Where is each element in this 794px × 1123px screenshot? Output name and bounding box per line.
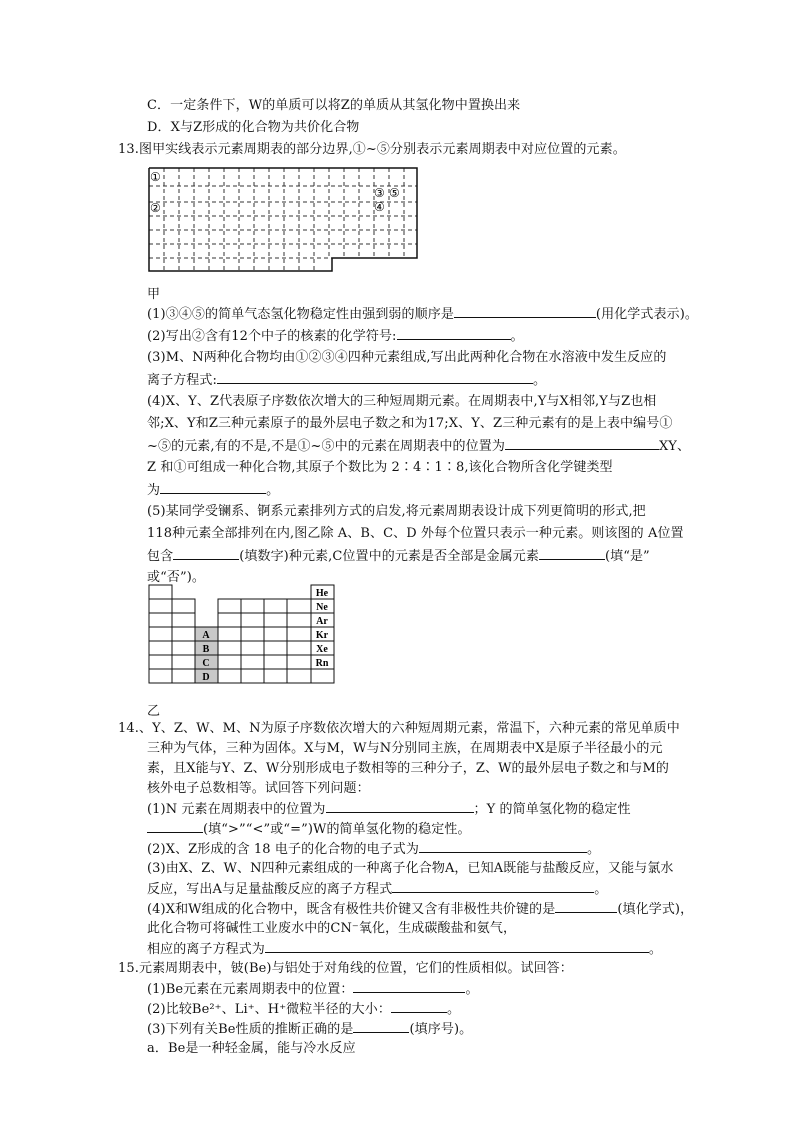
q12-option-c: C．一定条件下，W的单质可以将Z的单质从其氢化物中置换出来: [147, 98, 521, 113]
answer-blank[interactable]: [353, 1020, 409, 1033]
q13-part4-line4: Z 和①可组成一种化合物,其原子个数比为 2∶4∶1∶8,该化合物所含化学键类型: [147, 460, 613, 475]
q13-part4-line5: 为 。: [147, 483, 280, 498]
cell-b: B: [202, 644, 210, 655]
answer-blank[interactable]: [505, 437, 659, 450]
cell-xe: Xe: [316, 644, 328, 655]
q13-part5-line3: 包含 (填数字)种元素,C位置中的元素是否全部是金属元素 (填“是”: [147, 549, 650, 564]
q15-part2: (2)比较Be²⁺、Li⁺、H⁺微粒半径的大小： 。: [147, 1002, 461, 1017]
answer-blank[interactable]: [147, 820, 203, 833]
answer-blank[interactable]: [454, 305, 596, 318]
answer-blank[interactable]: [539, 547, 605, 560]
answer-blank[interactable]: [160, 481, 266, 494]
figure-b-caption: 乙: [147, 704, 161, 719]
table-a-dashed-grid: [149, 168, 417, 271]
q15-part1: (1)Be元素在元素周期表中的位置： 。: [147, 982, 479, 997]
q14-part4-line3: 相应的离子方程式为 。: [147, 942, 663, 957]
q13-stem: 13.图甲实线表示元素周期表的部分边界,①~⑤分别表示元素周期表中对应位置的元素。: [118, 142, 626, 157]
table-a-solid-border: [149, 168, 417, 271]
periodic-table-figure-a: [147, 166, 419, 274]
table-b-grid: [149, 585, 334, 683]
marker-2: ②: [150, 201, 161, 215]
q13-part2: (2)写出②含有12个中子的核素的化学符号: 。: [147, 329, 524, 344]
q14-part3-line1: (3)由X、Z、W、N四种元素组成的一种离子化合物A，已知A既能与盐酸反应，又能与氯水: [147, 861, 674, 876]
q14-line4: 核外电子总数相等。试回答下列问题：: [147, 781, 370, 796]
answer-blank[interactable]: [391, 1000, 447, 1013]
q13-part3-line2: 离子方程式: 。: [147, 373, 547, 388]
q13-part4-line2: 邻;X、Y和Z三种元素原子的最外层电子数之和为17;X、Y、Z三种元素有的是上表中编号①: [147, 416, 673, 431]
q13-part3-line1: (3)M、N两种化合物均由①②③④四种元素组成,写出此两种化合物在水溶液中发生反应的: [147, 350, 667, 365]
answer-blank[interactable]: [353, 980, 465, 993]
q14-line3: 素，且X能与Y、Z、W分别形成电子数相等的三种分子，Z、W的最外层电子数之和与M的: [147, 761, 670, 776]
marker-3: ③: [374, 186, 385, 200]
q14-part1-line1: (1)N 元素在周期表中的位置为 ；Y 的简单氢化物的稳定性: [147, 802, 631, 817]
q14-line1: 14.、Y、Z、W、M、N为原子序数依次增大的六种短周期元素，常温下，六种元素的常见单质中: [118, 721, 680, 736]
answer-blank[interactable]: [326, 800, 474, 813]
answer-blank[interactable]: [397, 327, 511, 340]
q15-option-a: a．Be是一种轻金属，能与冷水反应: [147, 1041, 356, 1056]
cell-d: D: [202, 672, 210, 683]
q14-part4-line2: 此化合物可将碱性工业废水中的CN⁻氧化，生成碳酸盐和氨气，: [147, 921, 517, 936]
cell-he: He: [315, 588, 329, 599]
q13-part5-line1: (5)某同学受镧系、锕系元素排列方式的启发,将元素周期表设计成下列更简明的形式,把: [147, 504, 646, 519]
marker-1: ①: [150, 170, 161, 184]
q14-part2: (2)X、Z形成的含 18 电子的化合物的电子式为 。: [147, 842, 601, 857]
cell-c: C: [202, 658, 210, 669]
answer-blank[interactable]: [419, 840, 587, 853]
q13-part5-line2: 118种元素全部排列在内,图乙除 A、B、C、D 外每个位置只表示一种元素。则该图的 A位置: [147, 526, 684, 541]
q14-part3-line2: 反应，写出A与足量盐酸反应的离子方程式 。: [147, 882, 608, 897]
marker-4: ④: [374, 200, 385, 214]
cell-kr: Kr: [315, 630, 329, 641]
cell-ar: Ar: [316, 616, 328, 627]
answer-blank[interactable]: [392, 880, 594, 893]
answer-blank[interactable]: [173, 547, 239, 560]
q15-stem: 15.元素周期表中，铍(Be)与铝处于对角线的位置，它们的性质相似。试回答：: [118, 961, 573, 976]
q14-part1-line2: (填“>”“<”或“=”)W的简单氢化物的稳定性。: [147, 820, 471, 838]
q13-part1: (1)③④⑤的简单气态氢化物稳定性由强到弱的顺序是 (用化学式表示)。: [147, 307, 698, 322]
answer-blank[interactable]: [217, 371, 533, 384]
cell-a: A: [202, 630, 210, 641]
marker-5: ⑤: [389, 186, 400, 200]
q15-part3: (3)下列有关Be性质的推断正确的是 (填序号)。: [147, 1022, 473, 1037]
q12-option-d: D．X与Z形成的化合物为共价化合物: [147, 120, 360, 135]
q13-part4-line1: (4)X、Y、Z代表原子序数依次增大的三种短周期元素。在周期表中,Y与X相邻,Y与Z也相: [147, 394, 657, 409]
q13-part4-line3: ~⑤的元素,有的不是,不是①~⑤中的元素在周期表中的位置为 XY、: [147, 439, 691, 454]
q14-part4-line1: (4)X和W组成的化合物中，既含有极性共价键又含有非极性共价键的是 (填化学式)，: [147, 902, 694, 917]
figure-a-caption: 甲: [147, 287, 161, 302]
cell-rn: Rn: [315, 658, 329, 669]
periodic-table-figure-b: [147, 583, 337, 688]
q13-part5-line4: 或“否”)。: [147, 570, 205, 585]
cell-ne: Ne: [316, 602, 328, 613]
answer-blank[interactable]: [555, 900, 617, 913]
answer-blank[interactable]: [265, 940, 649, 953]
q14-line2: 三种为气体，三种为固体。X与M，W与N分别同主族，在周期表中X是原子半径最小的元: [147, 741, 663, 756]
